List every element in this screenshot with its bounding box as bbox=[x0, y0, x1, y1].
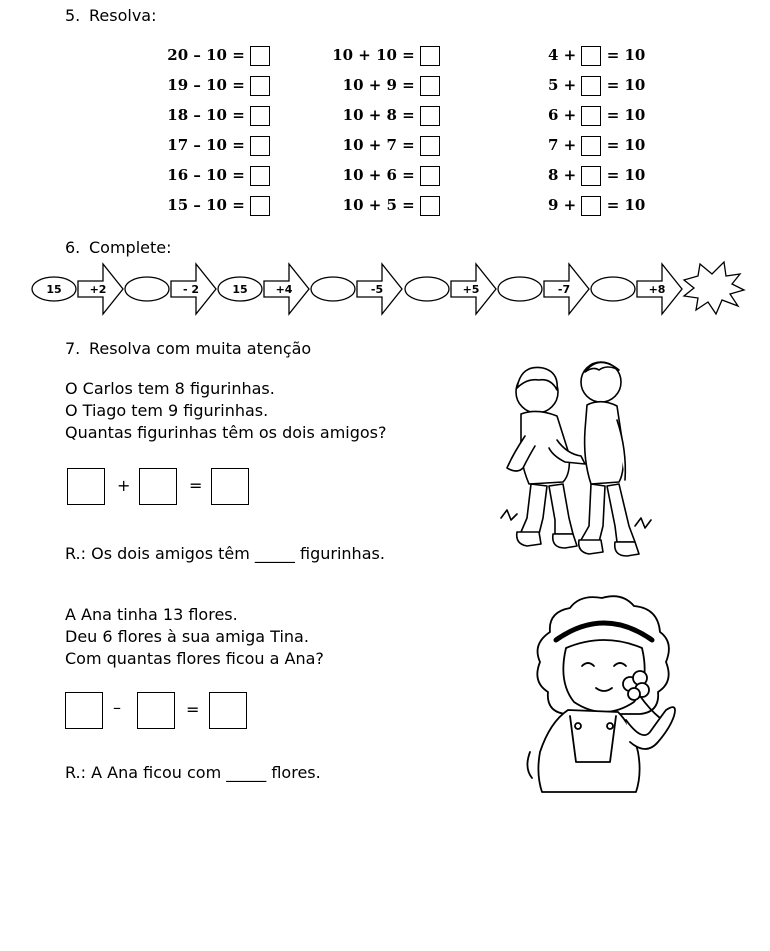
equals-sign: = bbox=[189, 476, 203, 495]
equation-row: 18 – 10 = bbox=[150, 104, 270, 126]
equation-column-3 bbox=[548, 44, 678, 224]
question-title: Complete: bbox=[89, 238, 172, 257]
equation-row: 10 + 7 = bbox=[300, 134, 440, 156]
chain-middle-value: 15 bbox=[232, 283, 248, 296]
answer-box[interactable] bbox=[250, 76, 270, 96]
chain-oval-blank[interactable] bbox=[405, 277, 449, 301]
answer-box[interactable] bbox=[420, 196, 440, 216]
problem-line: Deu 6 flores à sua amiga Tina. bbox=[65, 627, 309, 646]
answer-box[interactable] bbox=[250, 166, 270, 186]
answer-box[interactable] bbox=[420, 46, 440, 66]
equals-sign: = bbox=[186, 700, 200, 719]
boy-shirt bbox=[585, 402, 624, 484]
question-7-heading bbox=[65, 339, 311, 358]
answer-box[interactable] bbox=[581, 46, 601, 66]
answer-box[interactable] bbox=[581, 76, 601, 96]
plus-sign: + bbox=[117, 476, 131, 495]
answer-box[interactable] bbox=[250, 106, 270, 126]
chain-operation: +5 bbox=[462, 283, 480, 296]
equation-row: 8 + = 10 bbox=[548, 166, 646, 184]
operand-box[interactable] bbox=[65, 692, 103, 729]
equation-row: 4 + = 10 bbox=[548, 46, 646, 64]
equation-row: 17 – 10 = bbox=[150, 134, 270, 156]
chain-start-value: 15 bbox=[46, 283, 62, 296]
question-5-heading bbox=[65, 6, 156, 25]
chain-operation: -7 bbox=[557, 283, 571, 296]
problem-line: O Tiago tem 9 figurinhas. bbox=[65, 401, 269, 420]
equation-row: 10 + 10 = bbox=[300, 44, 440, 66]
equation-row: 19 – 10 = bbox=[150, 74, 270, 96]
chain-operation: +2 bbox=[89, 283, 107, 296]
two-boys-illustration bbox=[495, 350, 665, 565]
problem-2-text bbox=[65, 604, 324, 670]
question-6-heading bbox=[65, 238, 172, 257]
chain-oval-blank[interactable] bbox=[125, 277, 169, 301]
answer-box[interactable] bbox=[250, 46, 270, 66]
answer-box[interactable] bbox=[420, 166, 440, 186]
result-box[interactable] bbox=[209, 692, 247, 729]
answer-box[interactable] bbox=[581, 136, 601, 156]
chain-operation: +8 bbox=[648, 283, 666, 296]
equation-row: 10 + 9 = bbox=[300, 74, 440, 96]
answer-box[interactable] bbox=[250, 196, 270, 216]
answer-box[interactable] bbox=[420, 106, 440, 126]
chain-operation: -5 bbox=[370, 283, 384, 296]
minus-sign: – bbox=[113, 698, 121, 717]
problem-line: O Carlos tem 8 figurinhas. bbox=[65, 379, 275, 398]
operand-box[interactable] bbox=[139, 468, 177, 505]
burst-shape[interactable] bbox=[684, 262, 744, 314]
chain-oval-blank[interactable] bbox=[498, 277, 542, 301]
problem-1-text bbox=[65, 378, 387, 444]
equation-row: 9 + = 10 bbox=[548, 196, 646, 214]
equation-row: 6 + = 10 bbox=[548, 106, 646, 124]
equation-column-2 bbox=[300, 44, 440, 224]
chain-operation: - 2 bbox=[182, 283, 200, 296]
girl-smelling-flower-illustration bbox=[510, 592, 695, 802]
operand-box[interactable] bbox=[67, 468, 105, 505]
equation-row: 10 + 5 = bbox=[300, 194, 440, 216]
problem-line: Quantas figurinhas têm os dois amigos? bbox=[65, 423, 387, 442]
chain-oval-blank[interactable] bbox=[591, 277, 635, 301]
equation-column-1 bbox=[150, 44, 270, 224]
answer-box[interactable] bbox=[420, 136, 440, 156]
problem-line: Com quantas flores ficou a Ana? bbox=[65, 649, 324, 668]
chain-operation: +4 bbox=[275, 283, 293, 296]
answer-box[interactable] bbox=[581, 166, 601, 186]
chain-oval-blank[interactable] bbox=[311, 277, 355, 301]
problem-1-answer: R.: Os dois amigos têm _____ figurinhas. bbox=[65, 544, 385, 563]
number-chain bbox=[0, 258, 770, 318]
answer-box[interactable] bbox=[581, 106, 601, 126]
answer-box[interactable] bbox=[250, 136, 270, 156]
question-number: 7. bbox=[65, 339, 81, 358]
question-title: Resolva com muita atenção bbox=[89, 339, 312, 358]
operand-box[interactable] bbox=[137, 692, 175, 729]
equation-row: 10 + 8 = bbox=[300, 104, 440, 126]
answer-box[interactable] bbox=[581, 196, 601, 216]
question-number: 6. bbox=[65, 238, 81, 257]
equation-row: 7 + = 10 bbox=[548, 136, 646, 154]
question-number: 5. bbox=[65, 6, 81, 25]
problem-line: A Ana tinha 13 flores. bbox=[65, 605, 238, 624]
problem-2-answer: R.: A Ana ficou com _____ flores. bbox=[65, 763, 321, 782]
question-title: Resolva: bbox=[89, 6, 157, 25]
equation-row: 10 + 6 = bbox=[300, 164, 440, 186]
equation-row: 15 – 10 = bbox=[150, 194, 270, 216]
equation-row: 20 – 10 = bbox=[150, 44, 270, 66]
equation-row: 16 – 10 = bbox=[150, 164, 270, 186]
girl-dress bbox=[538, 710, 639, 792]
answer-box[interactable] bbox=[420, 76, 440, 96]
result-box[interactable] bbox=[211, 468, 249, 505]
equation-row: 5 + = 10 bbox=[548, 76, 646, 94]
